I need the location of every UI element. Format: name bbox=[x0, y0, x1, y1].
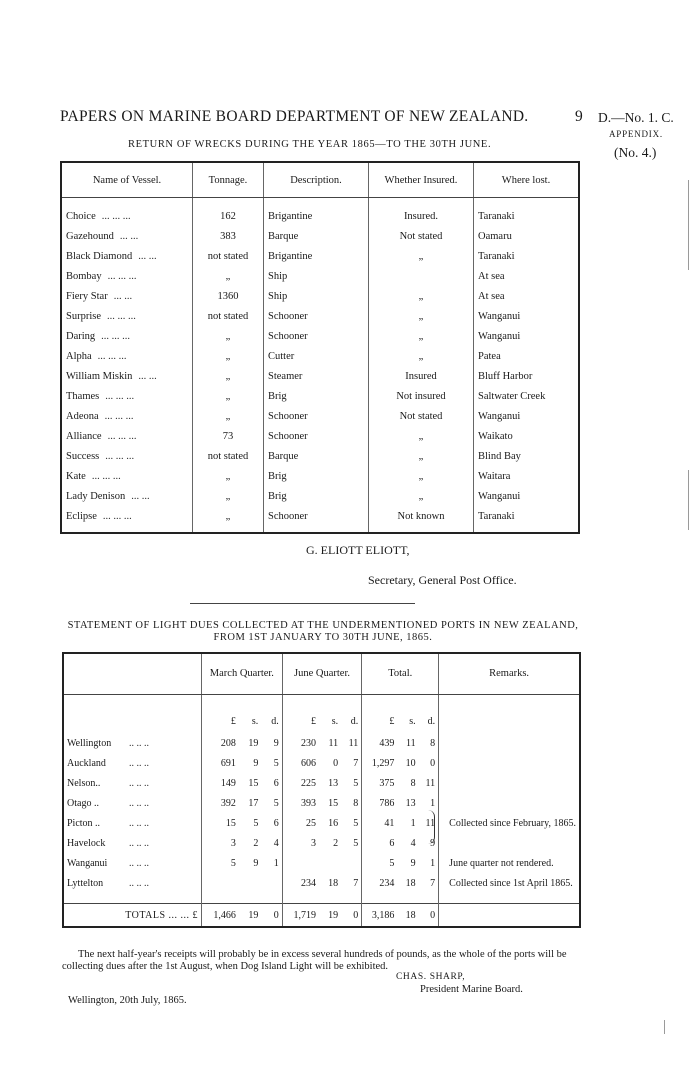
march-shillings bbox=[239, 873, 261, 893]
vessel-name bbox=[61, 206, 193, 226]
footer-signer-title: President Marine Board. bbox=[420, 984, 523, 995]
wreck-row bbox=[61, 266, 579, 286]
wreck-row bbox=[61, 486, 579, 506]
totals-row bbox=[63, 904, 580, 928]
march-pounds: 15 bbox=[202, 813, 239, 833]
vessel-name bbox=[61, 466, 193, 486]
leader-dots: ... ... ... bbox=[91, 470, 121, 482]
vessel-name bbox=[61, 346, 193, 366]
total-pounds: 41 bbox=[362, 813, 398, 833]
june-shillings: 2 bbox=[333, 837, 339, 849]
leader-dots: ... ... ... bbox=[105, 390, 135, 402]
march-pounds: 3 bbox=[202, 833, 239, 853]
tonnage-cell: 1360 bbox=[193, 286, 264, 306]
total-pence: 1 bbox=[430, 797, 436, 809]
col-tonnage: Tonnage. bbox=[193, 162, 264, 198]
june-shillings: 11 bbox=[328, 737, 339, 749]
leader-dots: ... ... bbox=[119, 230, 139, 242]
vessel-name-text: Daring bbox=[66, 330, 96, 342]
where-lost-cell: Wanganui bbox=[474, 326, 580, 346]
march-pence: 4 bbox=[273, 837, 279, 849]
tonnage-cell: „ bbox=[193, 266, 264, 286]
vessel-name bbox=[61, 386, 193, 406]
wreck-row bbox=[61, 286, 579, 306]
june-pounds: 234 bbox=[282, 873, 319, 893]
total-pence: 0 bbox=[430, 757, 436, 769]
appendix-label: APPENDIX. bbox=[609, 129, 663, 139]
totals-total-shillings: 18 bbox=[397, 904, 418, 928]
where-lost-cell: Wanganui bbox=[474, 486, 580, 506]
total-shillings: 10 bbox=[405, 757, 416, 769]
light-dues-row bbox=[63, 733, 580, 753]
wreck-row bbox=[61, 426, 579, 446]
march-pence: 9 bbox=[273, 737, 279, 749]
total-shillings: 8 bbox=[410, 777, 416, 789]
insured-cell: „ bbox=[369, 466, 474, 486]
wreck-row bbox=[61, 226, 579, 246]
leader-dots: ... ... bbox=[138, 370, 157, 382]
description-cell: Barque bbox=[264, 226, 369, 246]
description-cell: Ship bbox=[264, 266, 369, 286]
tonnage-cell: „ bbox=[193, 346, 264, 366]
remark-cell bbox=[439, 833, 580, 853]
leader-dots: .. .. .. bbox=[129, 877, 149, 889]
june-pounds: 393 bbox=[282, 793, 319, 813]
vessel-name bbox=[61, 426, 193, 446]
leader-dots: ... ... ... bbox=[104, 410, 134, 422]
june-shillings: 0 bbox=[333, 757, 339, 769]
insured-cell: Not stated bbox=[369, 406, 474, 426]
where-lost-cell: Waitara bbox=[474, 466, 580, 486]
where-lost-cell: Patea bbox=[474, 346, 580, 366]
tonnage-cell: not stated bbox=[193, 246, 264, 266]
leader-dots: ... ... ... bbox=[101, 330, 131, 342]
vessel-name-text: Bombay bbox=[66, 270, 102, 282]
col-june-quarter: June Quarter. bbox=[282, 653, 362, 695]
tonnage-cell: „ bbox=[193, 466, 264, 486]
tonnage-cell: not stated bbox=[193, 446, 264, 466]
march-pounds: 691 bbox=[202, 753, 239, 773]
description-cell: Brig bbox=[264, 466, 369, 486]
unit-pence: d. bbox=[350, 715, 359, 727]
june-shillings: 13 bbox=[328, 777, 339, 789]
march-pence: 5 bbox=[273, 757, 279, 769]
where-lost-cell: Oamaru bbox=[474, 226, 580, 246]
total-shillings: 4 bbox=[410, 837, 416, 849]
tonnage-cell: „ bbox=[193, 406, 264, 426]
leader-dots: ... ... ... bbox=[101, 210, 131, 222]
wreck-row bbox=[61, 466, 579, 486]
vessel-name-text: Lady Denison bbox=[66, 490, 126, 502]
where-lost-cell: Taranaki bbox=[474, 206, 580, 226]
port-cell bbox=[63, 853, 202, 873]
unit-pence: d. bbox=[271, 715, 279, 727]
march-pence: 5 bbox=[273, 797, 279, 809]
total-shillings: 18 bbox=[405, 877, 416, 889]
light-dues-header-row bbox=[63, 653, 580, 695]
june-pounds bbox=[282, 853, 319, 873]
port-name: Auckland bbox=[67, 757, 106, 769]
insured-cell: „ bbox=[369, 246, 474, 266]
appendix-number: (No. 4.) bbox=[614, 145, 657, 160]
total-pounds: 234 bbox=[362, 873, 398, 893]
description-cell: Barque bbox=[264, 446, 369, 466]
col-vessel-name: Name of Vessel. bbox=[61, 162, 193, 198]
unit-pound: £ bbox=[282, 695, 319, 734]
port-name: Nelson.. bbox=[67, 777, 101, 789]
insured-cell: „ bbox=[369, 286, 474, 306]
remark-cell bbox=[439, 753, 580, 773]
description-cell: Steamer bbox=[264, 366, 369, 386]
description-cell: Brig bbox=[264, 486, 369, 506]
march-shillings: 9 bbox=[253, 757, 259, 769]
where-lost-cell: Blind Bay bbox=[474, 446, 580, 466]
tonnage-cell: not stated bbox=[193, 306, 264, 326]
tonnage-cell: 383 bbox=[193, 226, 264, 246]
light-dues-row bbox=[63, 833, 580, 853]
description-cell: Brigantine bbox=[264, 206, 369, 226]
wreck-row bbox=[61, 506, 579, 526]
where-lost-cell: Waikato bbox=[474, 426, 580, 446]
tonnage-cell: „ bbox=[193, 366, 264, 386]
total-pence: 7 bbox=[430, 877, 436, 889]
port-name: Wellington bbox=[67, 737, 112, 749]
march-shillings: 15 bbox=[248, 777, 259, 789]
remark-cell bbox=[439, 733, 580, 753]
vessel-name bbox=[61, 246, 193, 266]
june-shillings bbox=[319, 853, 341, 873]
scan-margin-mark bbox=[664, 1020, 665, 1034]
where-lost-cell: Saltwater Creek bbox=[474, 386, 580, 406]
description-cell: Brig bbox=[264, 386, 369, 406]
scan-margin-mark bbox=[688, 470, 689, 530]
june-pence bbox=[341, 853, 362, 873]
light-dues-title: STATEMENT OF LIGHT DUES COLLECTED AT THE UNDERMENTIONED PORTS IN NEW ZEALAND, FROM 1ST JANUARY TO 30TH JUNE, 1865. bbox=[67, 620, 579, 643]
light-dues-row bbox=[63, 813, 580, 833]
vessel-name-text: Surprise bbox=[66, 310, 101, 322]
march-pence: 1 bbox=[273, 857, 279, 869]
wreck-row bbox=[61, 326, 579, 346]
totals-march-shillings: 19 bbox=[239, 904, 261, 928]
totals-total-pence: 0 bbox=[419, 904, 439, 928]
unit-shilling: s. bbox=[251, 715, 259, 727]
wreck-row bbox=[61, 346, 579, 366]
page-title: PAPERS ON MARINE BOARD DEPARTMENT OF NEW ZEALAND. bbox=[60, 108, 529, 125]
where-lost-cell: Taranaki bbox=[474, 506, 580, 526]
unit-pound: £ bbox=[362, 695, 398, 734]
footer-note bbox=[62, 949, 582, 973]
port-cell bbox=[63, 813, 202, 833]
leader-dots: ... ... ... bbox=[107, 270, 137, 282]
tonnage-cell: „ bbox=[193, 506, 264, 526]
leader-dots: ... ... bbox=[138, 250, 157, 262]
light-dues-row bbox=[63, 853, 580, 873]
port-cell bbox=[63, 833, 202, 853]
description-cell: Brigantine bbox=[264, 246, 369, 266]
insured-cell: Not known bbox=[369, 506, 474, 526]
leader-dots: ... ... bbox=[131, 490, 150, 502]
march-shillings: 9 bbox=[253, 857, 259, 869]
march-pounds: 208 bbox=[202, 733, 239, 753]
june-shillings: 15 bbox=[328, 797, 339, 809]
tonnage-cell: 73 bbox=[193, 426, 264, 446]
leader-dots: ... ... ... bbox=[107, 310, 136, 322]
total-pounds: 6 bbox=[362, 833, 398, 853]
description-cell: Cutter bbox=[264, 346, 369, 366]
leader-dots: .. .. .. bbox=[129, 737, 149, 749]
vessel-name-text: Gazehound bbox=[66, 230, 114, 242]
march-pounds: 149 bbox=[202, 773, 239, 793]
leader-dots: ... ... ... bbox=[102, 510, 132, 522]
total-pounds: 439 bbox=[362, 733, 398, 753]
vessel-name-text: Alpha bbox=[66, 350, 92, 362]
june-pence: 7 bbox=[353, 757, 359, 769]
vessel-name-text: Kate bbox=[66, 470, 86, 482]
insured-cell: „ bbox=[369, 346, 474, 366]
june-pence: 5 bbox=[353, 837, 359, 849]
wreck-row bbox=[61, 246, 579, 266]
description-cell: Schooner bbox=[264, 326, 369, 346]
where-lost-cell: At sea bbox=[474, 266, 580, 286]
remark-cell: Collected since February, 1865. bbox=[439, 813, 580, 833]
col-remarks: Remarks. bbox=[439, 653, 580, 695]
june-pounds: 3 bbox=[282, 833, 319, 853]
wrecks-signature-title: Secretary, General Post Office. bbox=[368, 573, 517, 587]
total-pounds: 5 bbox=[362, 853, 398, 873]
march-pence: 6 bbox=[273, 817, 279, 829]
vessel-name-text: Adeona bbox=[66, 410, 99, 422]
totals-march-pounds: 1,466 bbox=[202, 904, 239, 928]
leader-dots: .. .. .. bbox=[129, 797, 149, 809]
march-shillings: 2 bbox=[253, 837, 259, 849]
june-pence: 5 bbox=[353, 777, 359, 789]
col-where-lost: Where lost. bbox=[474, 162, 580, 198]
march-shillings: 19 bbox=[248, 737, 259, 749]
totals-march-pence: 0 bbox=[261, 904, 282, 928]
port-cell bbox=[63, 873, 202, 893]
tonnage-cell: „ bbox=[193, 326, 264, 346]
vessel-name-text: Thames bbox=[66, 390, 100, 402]
vessel-name bbox=[61, 366, 193, 386]
remark-cell bbox=[439, 793, 580, 813]
where-lost-cell: At sea bbox=[474, 286, 580, 306]
wrecks-table bbox=[60, 161, 580, 534]
june-pence: 8 bbox=[353, 797, 359, 809]
description-cell: Schooner bbox=[264, 426, 369, 446]
light-dues-table bbox=[62, 652, 581, 928]
port-name: Lyttelton bbox=[67, 877, 104, 889]
remark-cell bbox=[439, 773, 580, 793]
col-port bbox=[63, 653, 202, 695]
footer-date: Wellington, 20th July, 1865. bbox=[68, 995, 187, 1006]
totals-label: TOTALS ... ... £ bbox=[63, 904, 202, 928]
scan-margin-mark bbox=[688, 180, 689, 270]
remarks-bracket bbox=[428, 810, 435, 844]
description-cell: Schooner bbox=[264, 306, 369, 326]
unit-shilling: s. bbox=[331, 715, 339, 727]
wreck-row bbox=[61, 406, 579, 426]
june-pounds: 230 bbox=[282, 733, 319, 753]
col-insured: Whether Insured. bbox=[369, 162, 474, 198]
light-dues-row bbox=[63, 773, 580, 793]
insured-cell: Not stated bbox=[369, 226, 474, 246]
total-pence: 8 bbox=[430, 737, 436, 749]
port-cell bbox=[63, 733, 202, 753]
vessel-name bbox=[61, 326, 193, 346]
total-shillings: 13 bbox=[405, 797, 416, 809]
vessel-name bbox=[61, 286, 193, 306]
wreck-row bbox=[61, 366, 579, 386]
june-pence: 7 bbox=[353, 877, 359, 889]
col-total: Total. bbox=[362, 653, 439, 695]
document-reference: D.—No. 1. C. bbox=[598, 110, 674, 125]
footer-note-text: The next half-year's receipts will probably be in excess several hundreds of pounds, as the whole of the ports will be collecting dues after the 1st August, when Dog Island Light will be exhibited. bbox=[62, 949, 567, 972]
wreck-row bbox=[61, 446, 579, 466]
leader-dots: .. .. .. bbox=[129, 837, 149, 849]
wreck-row bbox=[61, 206, 579, 226]
port-name: Havelock bbox=[67, 837, 106, 849]
vessel-name-text: William Miskin bbox=[66, 370, 133, 382]
vessel-name bbox=[61, 446, 193, 466]
insured-cell: „ bbox=[369, 306, 474, 326]
insured-cell: Not insured bbox=[369, 386, 474, 406]
description-cell: Schooner bbox=[264, 506, 369, 526]
march-shillings: 5 bbox=[253, 817, 259, 829]
where-lost-cell: Bluff Harbor bbox=[474, 366, 580, 386]
description-cell: Schooner bbox=[264, 406, 369, 426]
tonnage-cell: „ bbox=[193, 386, 264, 406]
total-shillings: 1 bbox=[410, 817, 416, 829]
june-pounds: 225 bbox=[282, 773, 319, 793]
vessel-name-text: Success bbox=[66, 450, 100, 462]
remark-cell: Collected since 1st April 1865. bbox=[439, 873, 580, 893]
light-dues-row bbox=[63, 793, 580, 813]
insured-cell: „ bbox=[369, 486, 474, 506]
light-dues-row bbox=[63, 873, 580, 893]
leader-dots: ... ... bbox=[113, 290, 133, 302]
leader-dots: .. .. .. bbox=[129, 777, 149, 789]
wrecks-title: RETURN OF WRECKS DURING THE YEAR 1865—TO THE 30TH JUNE. bbox=[128, 139, 492, 150]
page-number: 9 bbox=[575, 108, 583, 125]
port-name: Picton .. bbox=[67, 817, 101, 829]
leader-dots: ... ... ... bbox=[107, 430, 137, 442]
leader-dots: .. .. .. bbox=[129, 817, 149, 829]
wreck-row bbox=[61, 386, 579, 406]
vessel-name-text: Alliance bbox=[66, 430, 102, 442]
total-pounds: 1,297 bbox=[362, 753, 398, 773]
port-cell bbox=[63, 793, 202, 813]
vessel-name bbox=[61, 486, 193, 506]
vessel-name bbox=[61, 406, 193, 426]
total-pounds: 375 bbox=[362, 773, 398, 793]
vessel-name bbox=[61, 306, 193, 326]
june-shillings: 16 bbox=[328, 817, 339, 829]
vessel-name-text: Black Diamond bbox=[66, 250, 133, 262]
insured-cell: „ bbox=[369, 326, 474, 346]
port-cell bbox=[63, 753, 202, 773]
total-pence: 11 bbox=[425, 777, 436, 789]
total-pence: 1 bbox=[430, 857, 436, 869]
wrecks-signature-name: G. ELIOTT ELIOTT, bbox=[306, 543, 410, 557]
june-pence: 5 bbox=[353, 817, 359, 829]
insured-cell bbox=[369, 266, 474, 286]
units-row bbox=[63, 695, 580, 734]
totals-june-shillings: 19 bbox=[319, 904, 341, 928]
tonnage-cell: 162 bbox=[193, 206, 264, 226]
march-pence bbox=[261, 873, 282, 893]
unit-shilling: s. bbox=[409, 715, 416, 727]
total-shillings: 11 bbox=[405, 737, 416, 749]
vessel-name bbox=[61, 506, 193, 526]
total-shillings: 9 bbox=[410, 857, 416, 869]
where-lost-cell: Wanganui bbox=[474, 406, 580, 426]
leader-dots: .. .. .. bbox=[129, 857, 149, 869]
leader-dots: .. .. .. bbox=[129, 757, 149, 769]
march-pence: 6 bbox=[273, 777, 279, 789]
port-name: Otago .. bbox=[67, 797, 99, 809]
unit-pound: £ bbox=[202, 695, 239, 734]
where-lost-cell: Wanganui bbox=[474, 306, 580, 326]
vessel-name bbox=[61, 266, 193, 286]
wrecks-header-row bbox=[61, 162, 579, 198]
footer-signer: CHAS. SHARP, bbox=[396, 972, 466, 982]
insured-cell: „ bbox=[369, 446, 474, 466]
june-pence: 11 bbox=[348, 737, 359, 749]
remark-cell: June quarter not rendered. bbox=[439, 853, 580, 873]
leader-dots: ... ... ... bbox=[97, 350, 127, 362]
vessel-name-text: Fiery Star bbox=[66, 290, 108, 302]
march-shillings: 17 bbox=[248, 797, 259, 809]
where-lost-cell: Taranaki bbox=[474, 246, 580, 266]
vessel-name-text: Eclipse bbox=[66, 510, 97, 522]
description-cell: Ship bbox=[264, 286, 369, 306]
total-pounds: 786 bbox=[362, 793, 398, 813]
total-pence: 9 bbox=[430, 837, 436, 849]
col-march-quarter: March Quarter. bbox=[202, 653, 283, 695]
totals-remark bbox=[439, 904, 580, 928]
wreck-row bbox=[61, 306, 579, 326]
total-pence: 11 bbox=[425, 817, 436, 829]
light-dues-row bbox=[63, 753, 580, 773]
totals-june-pence: 0 bbox=[341, 904, 362, 928]
section-divider bbox=[190, 603, 415, 604]
col-description: Description. bbox=[264, 162, 369, 198]
march-pounds: 5 bbox=[202, 853, 239, 873]
unit-pence: d. bbox=[427, 715, 436, 727]
june-pounds: 25 bbox=[282, 813, 319, 833]
insured-cell: Insured bbox=[369, 366, 474, 386]
port-name: Wanganui bbox=[67, 857, 108, 869]
june-pounds: 606 bbox=[282, 753, 319, 773]
totals-june-pounds: 1,719 bbox=[282, 904, 319, 928]
leader-dots: ... ... ... bbox=[105, 450, 135, 462]
vessel-name bbox=[61, 226, 193, 246]
march-pounds: 392 bbox=[202, 793, 239, 813]
port-cell bbox=[63, 773, 202, 793]
tonnage-cell: „ bbox=[193, 486, 264, 506]
insured-cell: Insured. bbox=[369, 206, 474, 226]
insured-cell: „ bbox=[369, 426, 474, 446]
june-shillings: 18 bbox=[328, 877, 339, 889]
totals-total-pounds: 3,186 bbox=[362, 904, 398, 928]
march-pounds bbox=[202, 873, 239, 893]
vessel-name-text: Choice bbox=[66, 210, 96, 222]
